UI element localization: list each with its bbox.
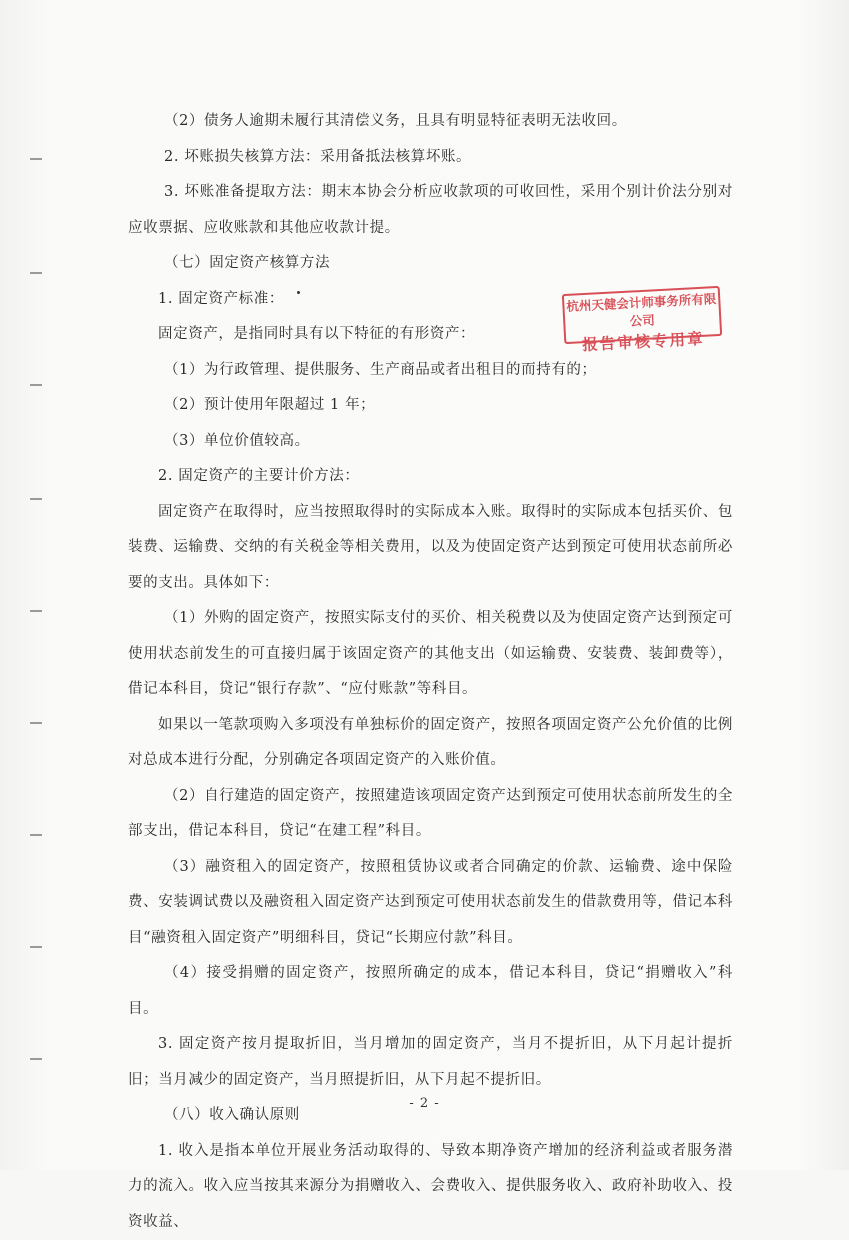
paragraph: 3. 固定资产按月提取折旧，当月增加的固定资产，当月不提折旧，从下月起计提折旧；当月减少的固定资产，当月照提折旧，从下月起不提折旧。: [128, 1027, 733, 1098]
paragraph: （2）预计使用年限超过 1 年；: [128, 388, 733, 424]
binding-mark: [30, 834, 42, 836]
paragraph: （4）接受捐赠的固定资产，按照所确定的成本，借记本科目，贷记“捐赠收入”科目。: [128, 956, 733, 1027]
binding-mark: [30, 946, 42, 948]
binding-mark: [30, 272, 42, 274]
paragraph: （1）外购的固定资产，按照实际支付的买价、相关税费以及为使固定资产达到预定可使用状态前发生的可直接归属于该固定资产的其他支出（如运输费、安装费、装卸费等），借记本科目，贷记“银行存款”、“应付账款”等科目。: [128, 601, 733, 708]
binding-mark: [30, 610, 42, 612]
paragraph: （3）融资租入的固定资产，按照租赁协议或者合同确定的价款、运输费、途中保险费、安装调试费以及融资租入固定资产达到预定可使用状态前发生的借款费用等，借记本科目“融资租入固定资产”明细科目，贷记“长期应付款”科目。: [128, 850, 733, 957]
paragraph: （2）债务人逾期未履行其清偿义务，且具有明显特征表明无法收回。: [128, 104, 733, 140]
paragraph: 固定资产，是指同时具有以下特征的有形资产：: [128, 317, 733, 353]
binding-mark: [30, 384, 42, 386]
section-heading: （八）收入确认原则: [128, 1098, 733, 1134]
paragraph: 2. 坏账损失核算方法：采用备抵法核算坏账。: [128, 140, 733, 176]
paragraph: 如果以一笔款项购入多项没有单独标价的固定资产，按照各项固定资产公允价值的比例对总成本进行分配，分别确定各项固定资产的入账价值。: [128, 708, 733, 779]
binding-mark: [30, 498, 42, 500]
paragraph: 3. 坏账准备提取方法：期末本协会分析应收款项的可收回性，采用个别计价法分别对应收票据、应收账款和其他应收款计提。: [128, 175, 733, 246]
paragraph: 2. 固定资产的主要计价方法：: [128, 459, 733, 495]
stamp-purpose: 报告审核专用章: [566, 326, 721, 358]
paragraph: （2）自行建造的固定资产，按照建造该项固定资产达到预定可使用状态前所发生的全部支出，借记本科目，贷记“在建工程”科目。: [128, 779, 733, 850]
page-number: - 2 -: [0, 1096, 849, 1111]
binding-mark: [30, 722, 42, 724]
audit-seal-stamp: [562, 286, 722, 344]
paragraph: （3）单位价值较高。: [128, 424, 733, 460]
section-heading: （七）固定资产核算方法: [128, 246, 733, 282]
paragraph: 1. 固定资产标准：: [128, 282, 733, 318]
binding-mark: [30, 1058, 42, 1060]
binding-mark: [30, 158, 42, 160]
paragraph: 固定资产在取得时，应当按照取得时的实际成本入账。取得时的实际成本包括买价、包装费、运输费、交纳的有关税金等相关费用，以及为使固定资产达到预定可使用状态前所必要的支出。具体如下：: [128, 495, 733, 602]
stamp-firm-name: 杭州天健会计师事务所有限公司: [564, 290, 720, 334]
document-body: [128, 104, 733, 1240]
paragraph: 1. 收入是指本单位开展业务活动取得的、导致本期净资产增加的经济利益或者服务潜力的流入。收入应当按其来源分为捐赠收入、会费收入、提供服务收入、政府补助收入、投资收益、: [128, 1134, 733, 1240]
paragraph: （1）为行政管理、提供服务、生产商品或者出租目的而持有的；: [128, 353, 733, 389]
